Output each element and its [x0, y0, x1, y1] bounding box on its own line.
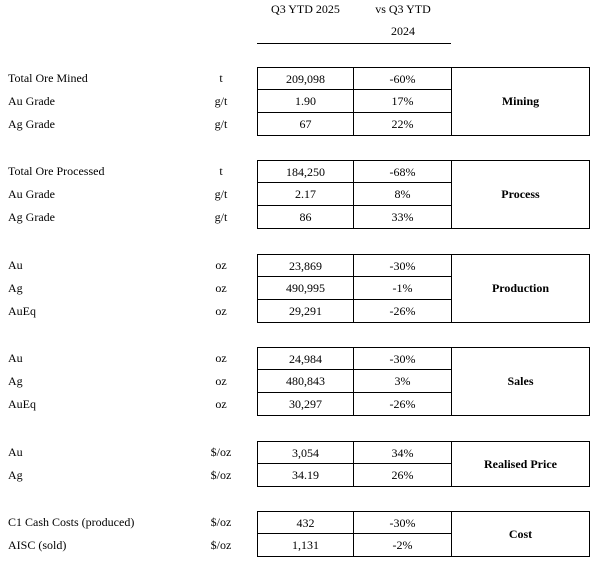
metric-label: Au — [8, 258, 23, 272]
metric-unit: g/t — [214, 210, 228, 224]
metric-label: AISC (sold) — [8, 538, 67, 552]
ytd-value: 30,297 — [257, 393, 354, 416]
ytd-value: 490,995 — [257, 277, 354, 300]
metric-label: C1 Cash Costs (produced) — [8, 515, 135, 529]
yoy-change: -60% — [354, 67, 452, 90]
metric-label: Total Ore Mined — [8, 71, 88, 85]
yoy-change: 8% — [354, 183, 452, 206]
yoy-change: -30% — [354, 511, 452, 534]
metric-unit: oz — [215, 304, 227, 318]
metric-label: Au — [8, 445, 23, 459]
metric-unit: $/oz — [210, 515, 232, 529]
metric-label: Ag — [8, 281, 23, 295]
group-label: Production — [452, 254, 590, 323]
metric-label: Au Grade — [8, 94, 55, 108]
group-label: Realised Price — [452, 441, 590, 487]
yoy-change: 26% — [354, 464, 452, 487]
metric-label: Ag — [8, 468, 23, 482]
group-label: Mining — [452, 67, 590, 136]
header-underline — [257, 43, 451, 44]
ytd-value: 480,843 — [257, 370, 354, 393]
yoy-change: 34% — [354, 441, 452, 464]
group-label: Sales — [452, 347, 590, 416]
metric-unit: oz — [215, 351, 227, 365]
ytd-value: 24,984 — [257, 347, 354, 370]
yoy-change: -26% — [354, 393, 452, 416]
metric-label: AuEq — [8, 397, 36, 411]
ytd-value: 3,054 — [257, 441, 354, 464]
metric-label: Ag — [8, 374, 23, 388]
yoy-change: 22% — [354, 113, 452, 136]
metric-label: Total Ore Processed — [8, 164, 105, 178]
yoy-change: -30% — [354, 347, 452, 370]
yoy-change: -68% — [354, 160, 452, 183]
yoy-change: -30% — [354, 254, 452, 277]
yoy-change: -2% — [354, 534, 452, 557]
metric-label: Ag Grade — [8, 117, 55, 131]
yoy-change: 33% — [354, 206, 452, 229]
metric-unit: oz — [215, 374, 227, 388]
metric-label: AuEq — [8, 304, 36, 318]
ytd-value: 67 — [257, 113, 354, 136]
metric-unit: g/t — [214, 187, 228, 201]
yoy-change: -1% — [354, 277, 452, 300]
group-label: Process — [452, 160, 590, 229]
ytd-value: 34.19 — [257, 464, 354, 487]
ytd-value: 86 — [257, 206, 354, 229]
metric-unit: $/oz — [210, 468, 232, 482]
ytd-value: 1,131 — [257, 534, 354, 557]
column-header-vs: vs Q3 YTD — [375, 2, 431, 16]
metric-unit: g/t — [214, 117, 228, 131]
metric-label: Au Grade — [8, 187, 55, 201]
metric-unit: t — [219, 71, 223, 85]
ytd-value: 23,869 — [257, 254, 354, 277]
ytd-value: 29,291 — [257, 300, 354, 323]
ytd-value: 432 — [257, 511, 354, 534]
metric-label: Au — [8, 351, 23, 365]
yoy-change: -26% — [354, 300, 452, 323]
metric-unit: oz — [215, 258, 227, 272]
metric-unit: g/t — [214, 94, 228, 108]
column-header-ytd: Q3 YTD 2025 — [271, 2, 340, 16]
ytd-value: 184,250 — [257, 160, 354, 183]
metric-unit: $/oz — [210, 538, 232, 552]
metric-unit: t — [219, 164, 223, 178]
ytd-value: 1.90 — [257, 90, 354, 113]
yoy-change: 3% — [354, 370, 452, 393]
metric-unit: $/oz — [210, 445, 232, 459]
metric-unit: oz — [215, 281, 227, 295]
column-header-vs-year: 2024 — [391, 24, 415, 38]
group-label: Cost — [452, 511, 590, 557]
yoy-change: 17% — [354, 90, 452, 113]
ytd-value: 209,098 — [257, 67, 354, 90]
metric-unit: oz — [215, 397, 227, 411]
ytd-value: 2.17 — [257, 183, 354, 206]
metric-label: Ag Grade — [8, 210, 55, 224]
